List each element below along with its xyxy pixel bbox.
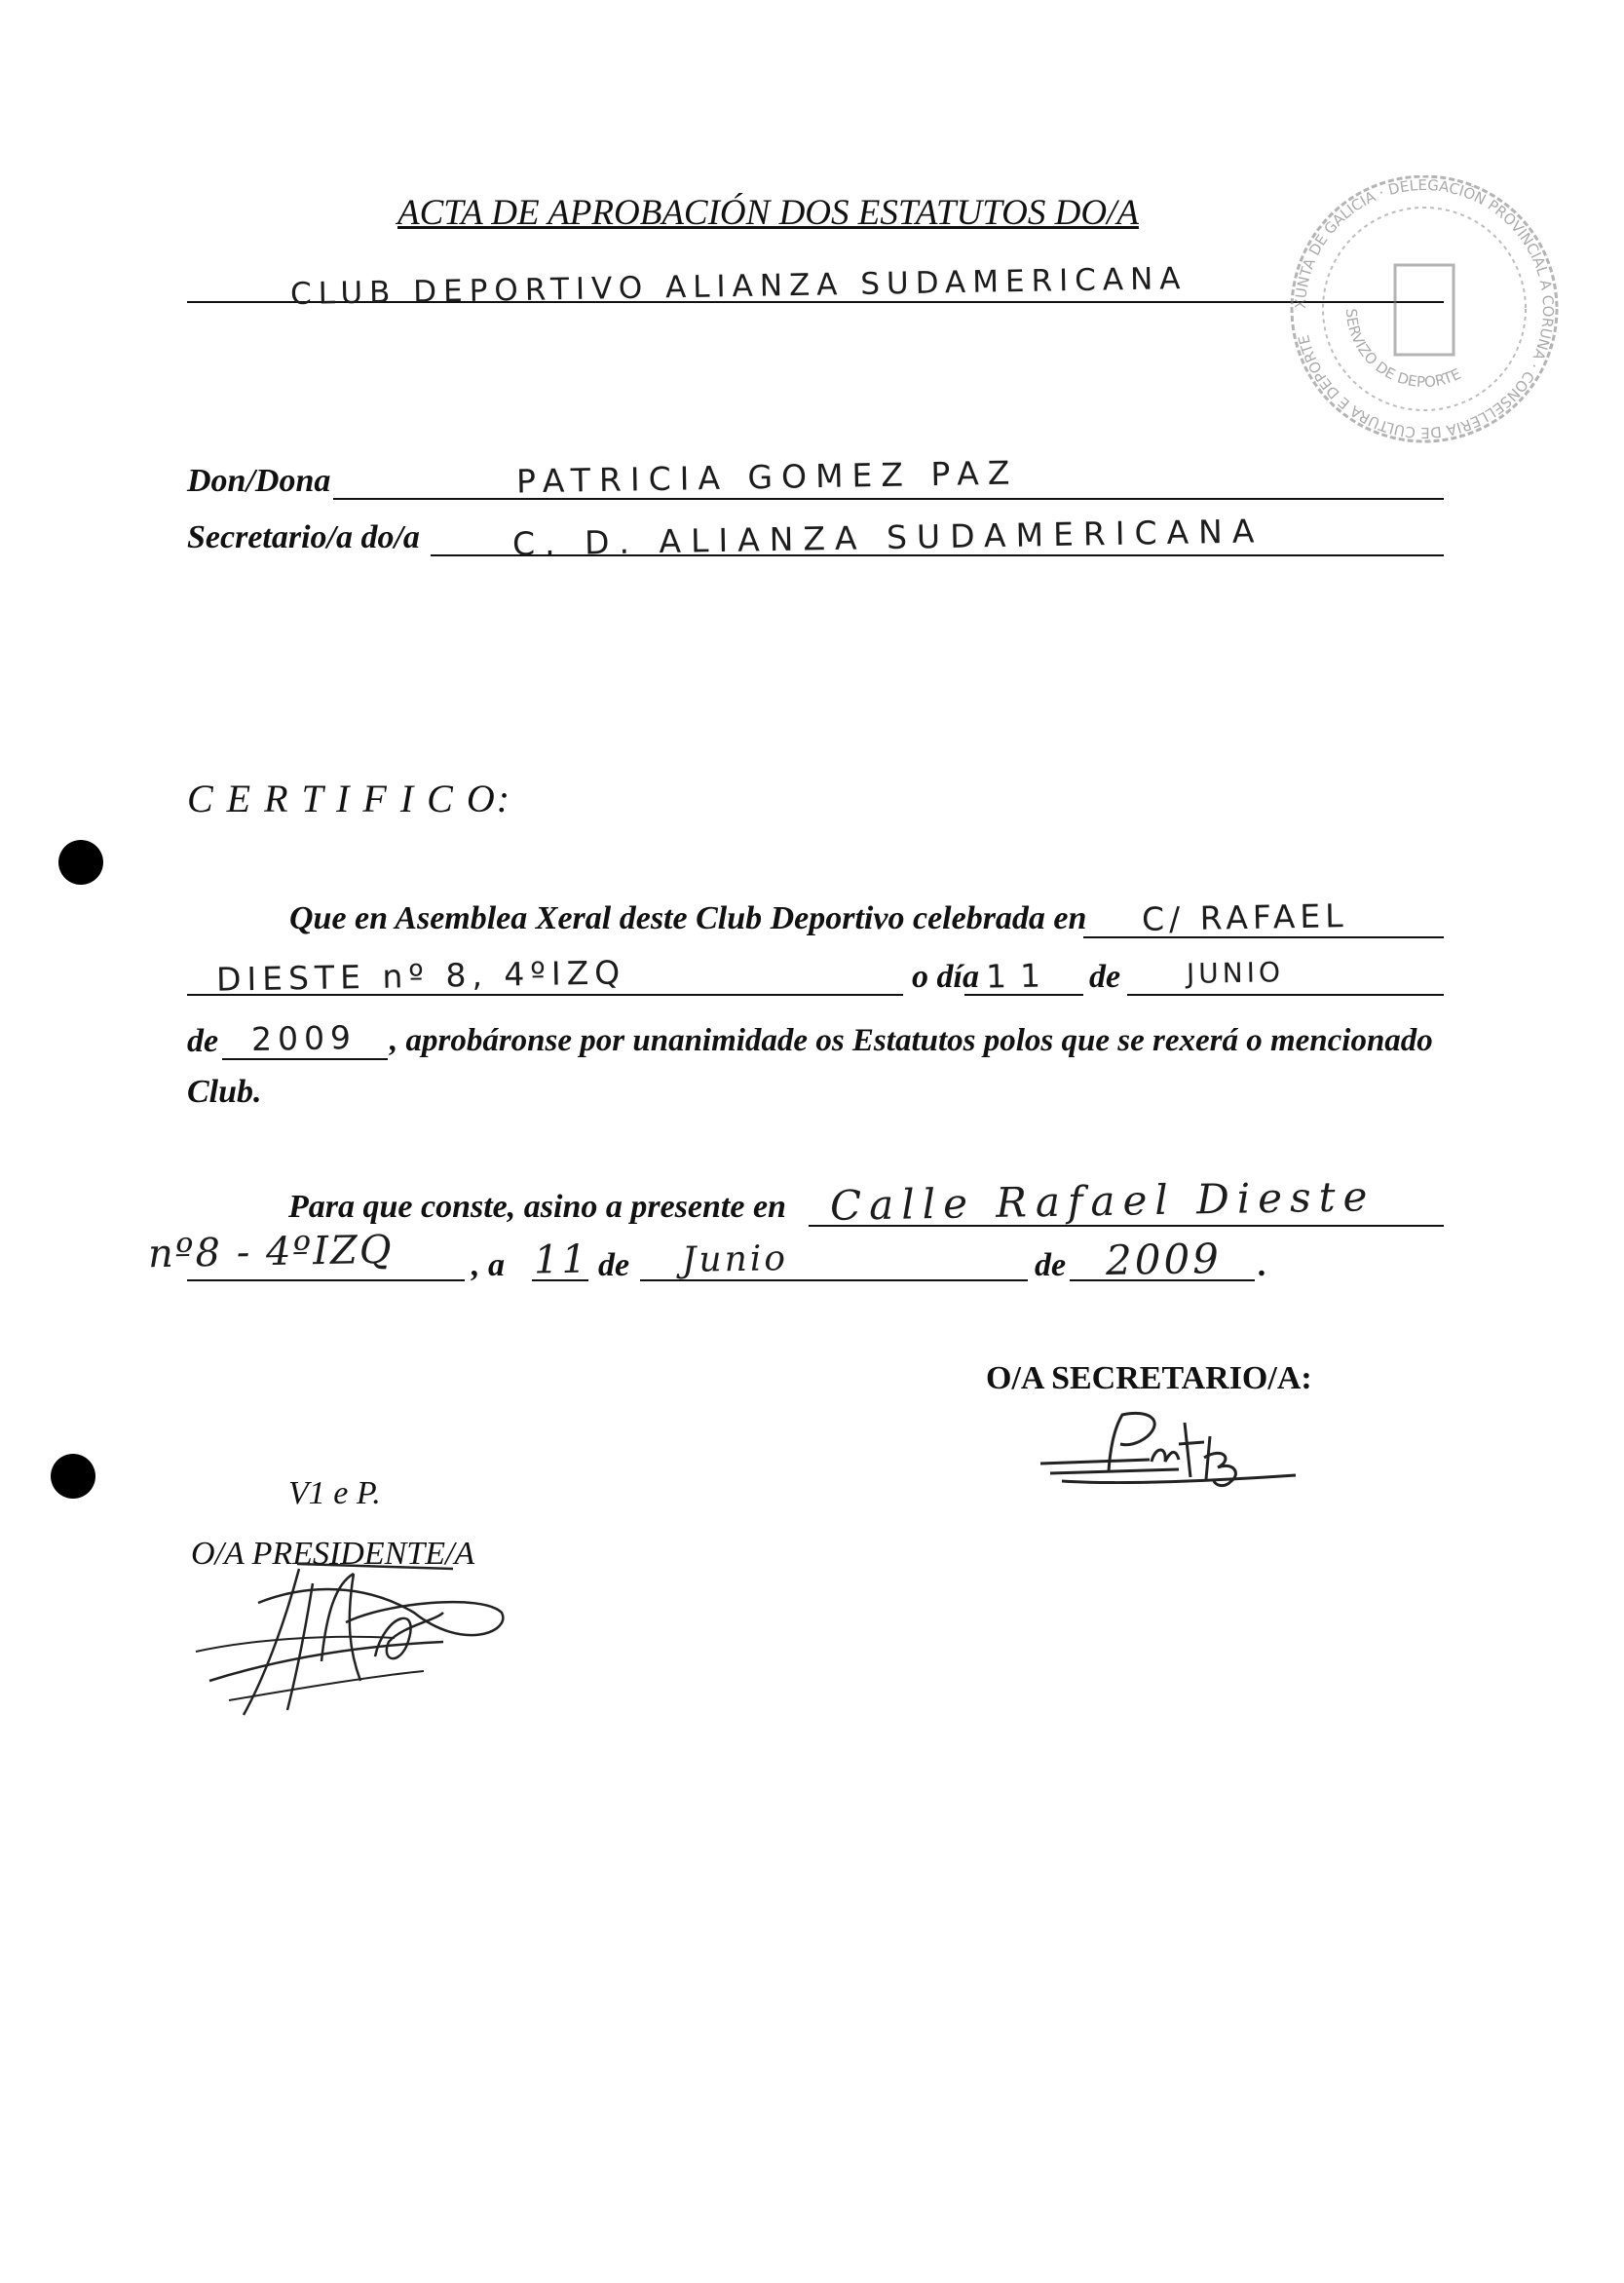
don-dona-line: [333, 498, 1444, 500]
paragraph1-year: 2009: [250, 1018, 358, 1058]
paragraph1-rest: , aprobáronse por unanimidade os Estatutos polos que se rexerá o mencionado: [390, 1023, 1433, 1058]
president-signature: [190, 1544, 521, 1730]
o-dia-label: o día: [912, 959, 979, 995]
president-heading: O/A PRESIDENTE/A: [191, 1536, 475, 1572]
paragraph1-month: JUNIO: [1186, 956, 1285, 990]
certifico-heading: C E R T I F I C O:: [187, 777, 512, 820]
paragraph1-end: Club.: [187, 1074, 262, 1110]
year-line: [222, 1058, 388, 1060]
paragraph2-place-part2: nº8 - 4ºIZQ: [147, 1227, 394, 1277]
secretario-label: Secretario/a do/a: [187, 519, 420, 555]
paragraph2-de1-label: de: [598, 1247, 630, 1283]
paragraph2-lead: Para que conste, asino a presente en: [288, 1189, 786, 1225]
don-dona-label: Don/Dona: [187, 463, 331, 499]
paragraph1-place-part1: C/ RAFAEL: [1141, 896, 1348, 938]
paragraph1-place-line1: [1083, 936, 1444, 938]
visto-e-prace: V1 e P.: [288, 1475, 381, 1511]
official-stamp: [1278, 175, 1570, 443]
paragraph2-de2-label: de: [1035, 1247, 1067, 1283]
paragraph2-place-line2: [187, 1279, 465, 1281]
year-label: de: [187, 1023, 219, 1059]
don-dona-value: PATRICIA GOMEZ PAZ: [515, 453, 1019, 501]
secretario-value: C. D. ALIANZA SUDAMERICANA: [511, 512, 1265, 563]
secretary-heading: O/A SECRETARIO/A:: [986, 1360, 1312, 1396]
club-name-value: CLUB DEPORTIVO ALIANZA SUDAMERICANA: [289, 260, 1188, 313]
punch-hole-bottom: [51, 1454, 95, 1499]
svg-text:SERVIZO DE DEPORTE: [1342, 308, 1464, 391]
paragraph1-place-part2: DIESTE nº 8, 4ºIZQ: [215, 953, 626, 999]
punch-hole-top: [58, 840, 103, 885]
paragraph1-lead: Que en Asemblea Xeral deste Club Deportivo celebrada en: [289, 900, 1087, 936]
paragraph2-month: Junio: [681, 1238, 789, 1280]
document-title: ACTA DE APROBACIÓN DOS ESTATUTOS DO/A: [397, 193, 1139, 233]
secretary-signature: [1033, 1403, 1305, 1510]
paragraph2-year: 2009: [1105, 1234, 1223, 1285]
stamp-outer-text: XUNTA DE GALICIA · DELEGACIÓN PROVINCIAL A CORUÑA · CONSELLERÍA DE CULTURA E DEPORTE: [1291, 175, 1558, 442]
paragraph2-period: .: [1259, 1247, 1267, 1283]
paragraph2-a-label: , a: [472, 1247, 505, 1283]
paragraph1-day: 11: [985, 956, 1055, 996]
paragraph2-place-part1: Calle Rafael Dieste: [829, 1172, 1376, 1230]
stamp-inner-text: SERVIZO DE DEPORTE: [1341, 308, 1464, 392]
paragraph2-day: 11: [533, 1237, 590, 1283]
month-line: [1127, 994, 1444, 996]
de-label: de: [1089, 959, 1121, 995]
